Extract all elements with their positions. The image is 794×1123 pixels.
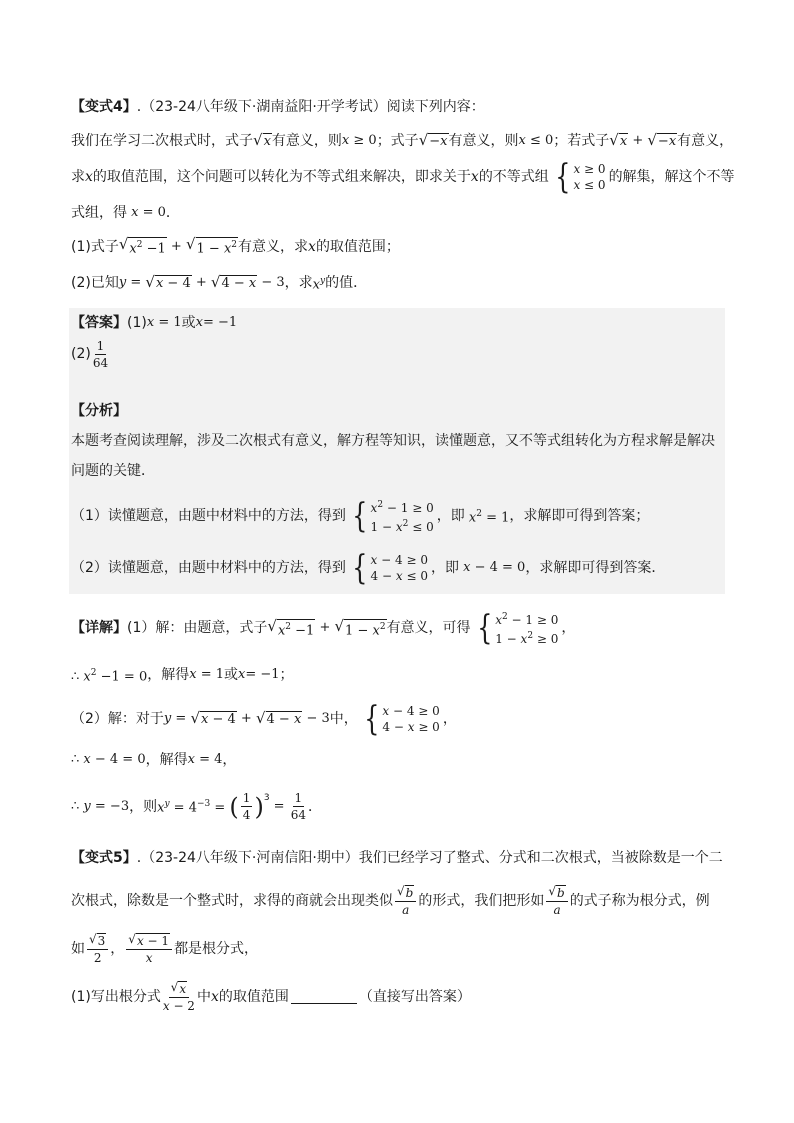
answer-block: 【答案】 (1) x = 1 或 x= −1 (2) $\frac{1}{64}$ bbox=[69, 308, 725, 382]
v4-source: .（23-24八年级下·湖南益阳·开学考试）阅读下列内容： bbox=[136, 99, 485, 115]
analysis-step-2: （2）读懂题意，由题中材料中的方法，得到 { x − 4 ≥ 0 4 − x ≤ 0 ，即 x − 4 = 0 ，求解即可得到答案． bbox=[71, 548, 666, 589]
v5-line-3: 如 √ 3 2 ， √ x − 1 x 都是根分式， bbox=[71, 932, 259, 966]
detail-line-4: ∴ x − 4 = 0 ，解得 x = 4 ， bbox=[71, 751, 237, 768]
detail-line-5: ∴ y = −3 ，则 $x^y = 4^{-3}$ = ( $\frac{1}{4}$ ) $^3$ = $\frac{1}{64}$ ． bbox=[71, 791, 322, 823]
analysis-label: 【分析】 bbox=[71, 403, 127, 420]
detail-line-1: 【详解】 (1）解：由题意，式子 √ $x^2 -1$ + √ $1 - x^2$ 有意义，可得 { $x^2 - 1 \ge 0$ $1 - x^2 \ge 0$ ， bbox=[71, 608, 576, 649]
detail-line-3: （2）解：对于 y = √ x − 4 + √ 4 − x − 3 中， { x − 4 ≥ 0 4 − x ≥ 0 ， bbox=[71, 698, 457, 739]
v4-tag: 【变式4】 bbox=[71, 99, 137, 115]
v5-line-2: 次根式，除数是一个整式时，求得的商就会出现类似 √ b a 的形式，我们把形如 √ b a 的式子称为根分式，例 bbox=[71, 884, 710, 918]
v4-header bbox=[71, 96, 723, 118]
v4-line-3: 式组，得 x = 0 ． bbox=[71, 205, 180, 221]
document-page bbox=[71, 96, 735, 1017]
sqrt-x: √ x bbox=[253, 131, 271, 149]
v5-question-1: (1)写出根分式 √ x x − 2 中 x 的取值范围 （直接写出答案） bbox=[71, 980, 471, 1014]
detail-line-2: ∴ $x^2 -1 = 0$ ，解得 x = 1 或 x= −1 ； bbox=[71, 667, 294, 685]
v5-tag: 【变式5】 bbox=[71, 849, 137, 866]
v4-question-1: (1)式子 √ $x^2 -1$ + √ $1 - x^2$ 有意义，求 x 的取值范围； bbox=[71, 235, 400, 257]
answer-label: 【答案】 bbox=[71, 315, 127, 332]
sqrt-neg-x: √ −x bbox=[418, 131, 448, 149]
analysis-step-1: （1）读懂题意，由题中材料中的方法，得到 { $x^2 - 1 \ge 0$ $1 - x^2 \le 0$ ，即 $x^2 = 1$ ，求解即可得到答案； bbox=[71, 496, 650, 537]
v5-header: 【变式5】 .（23-24八年级下·河南信阳·期中）我们已经学习了整式、分式和二次根式，当被除数是一个二 bbox=[71, 847, 723, 869]
detail-label: 【详解】 bbox=[71, 620, 127, 637]
v4-line-2: 求 x 的取值范围，这个问题可以转化为不等式组来解决，即求关于 x 的不等式组 { x ≥ 0 x ≤ 0 的解集，解这个不等 bbox=[71, 157, 735, 197]
v4-question-2: (2)已知 y = √ x − 4 + √ 4 − x − 3 ，求 $x^y$ 的值． bbox=[71, 273, 368, 293]
v4-line-1: 我们在学习二次根式时，式子 √ x 有意义，则 x ≥ 0 ；式子 √ −x 有意义，则 x ≤ 0 ；若式子 √ x + √ −x 有意义， bbox=[71, 131, 734, 149]
answer-blank[interactable] bbox=[291, 989, 357, 1004]
inequality-system: { x ≥ 0 x ≤ 0 bbox=[555, 157, 606, 197]
analysis-block: 【分析】 本题考查阅读理解，涉及二次根式有意义，解方程等知识，读懂题意，又不等式组转化为方程求解是解决 问题的关键． （1）读懂题意，由题中材料中的方法，得到 { $x^2 - 1 \ge 0$ $1 - x^2 \le 0$ ，即 $x^2 = 1$ ，求解即可得到答案； （2）读懂题意，由题中材料中的方法，得到 { x − 4 ≥ 0 4 − x ≤ 0 ，即 x − 4 = 0 ，求解即可得到答案． bbox=[69, 382, 725, 594]
